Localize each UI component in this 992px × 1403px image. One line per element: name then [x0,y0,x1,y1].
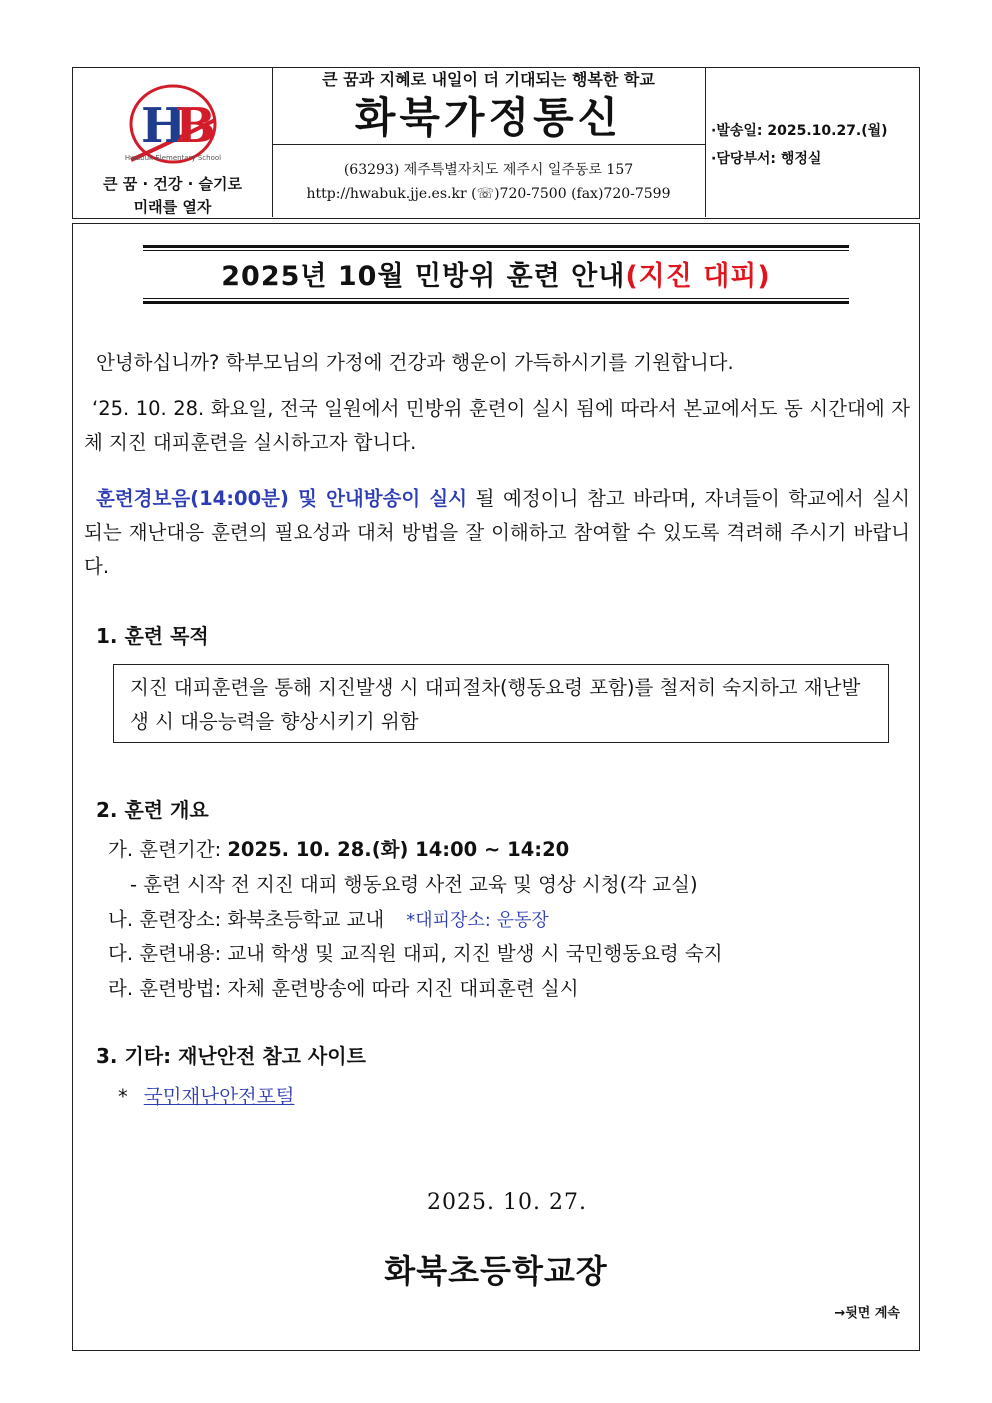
newsletter-header [72,67,920,219]
purpose-box: 지진 대피훈련을 통해 지진발생 시 대피절차(행동요령 포함)를 철저히 숙지하고 재난발생 시 대응능력을 향상시키기 위함 [113,664,889,743]
document-title [143,254,849,293]
svg-text:H: H [141,98,187,154]
training-method: 라. 훈련방법: 자체 훈련방송에 따라 지진 대피훈련 실시 [108,977,579,1000]
meta-cell [705,68,918,217]
school-slogan-line2: 미래를 열자 [133,198,212,216]
notice-highlight: 훈련경보음(14:00분) 및 안내방송이 실시 [96,487,468,510]
reference-site-item [118,1081,294,1109]
training-period-value: 2025. 10. 28.(화) 14:00 ~ 14:20 [227,838,570,861]
training-period-label: 가. 훈련기간: [108,838,228,861]
title-cell [272,68,706,217]
title-rule-bottom [143,301,849,304]
training-period-note: - 훈련 시작 전 지진 대피 행동요령 사전 교육 및 영상 시청(각 교실) [130,873,698,896]
notice-text: 될 예정이니 참고 바라며, 자녀들이 학교에서 실시 되는 재난대응 훈련의 필요성과 대처 방법을 잘 이해하고 참여할 수 있도록 격려해 주시기 바랍니다. [84,487,910,578]
document-title-main: 2025년 10월 민방위 훈련 안내 [221,261,626,292]
school-logo [123,80,223,180]
document-date: 2025. 10. 27. [427,1190,587,1215]
svg-text:B: B [175,98,216,154]
training-content: 다. 훈련내용: 교내 학생 및 교직원 대피, 지진 발생 시 국민행동요령 숙지 [108,942,723,965]
publication-title: 화북가정통신 [354,93,623,142]
school-slogan-line1: 큰 꿈 · 건강 · 슬기로 [103,175,242,193]
section3-heading: 3. 기타: 재난안전 참고 사이트 [96,1044,366,1068]
principal-signature: 화북초등학교장 [384,1252,608,1290]
training-place [108,904,549,932]
school-motto: 큰 꿈과 지혜로 내일이 더 기대되는 행복한 학교 [322,70,655,89]
logo-caption: Hwabuk Elementary School [124,154,222,162]
section2-heading: 2. 훈련 개요 [96,798,209,822]
training-period [108,834,569,862]
intro-paragraph: ‘25. 10. 28. 화요일, 전국 일원에서 민방위 훈련이 실시 됨에 따라서 본교에서도 동 시간대에 자체 지진 대피훈련을 실시하고자 합니다. [84,397,910,454]
section1-heading: 1. 훈련 목적 [96,624,209,648]
notice-paragraph [84,482,910,584]
logo-cell [73,68,273,217]
continue-note: →뒷면 계속 [834,1306,900,1321]
issue-date: ·발송일: 2025.10.27.(월) [711,123,888,139]
greeting-paragraph: 안녕하십니까? 학부모님의 가정에 건강과 행운이 가득하시기를 기원합니다. [96,351,734,374]
department: ·담당부서: 행정실 [711,151,822,167]
title-rule-top-thin [143,250,849,251]
evacuation-place: *대피장소: 운동장 [406,910,549,931]
document-title-highlight: (지진 대피) [625,261,771,292]
disaster-safety-portal-link[interactable]: 국민재난안전포털 [143,1085,295,1108]
school-contact: http://hwabuk.jje.es.kr (☏)720-7500 (fax)720-7599 [306,186,671,202]
title-rule-bottom-thin [143,298,849,299]
school-address: (63293) 제주특별자치도 제주시 일주동로 157 [343,162,634,178]
header-divider [272,144,705,145]
training-place-label: 나. 훈련장소: 화북초등학교 교내 [108,908,385,931]
bullet-mark: * [118,1085,128,1108]
title-rule-top [143,245,849,248]
